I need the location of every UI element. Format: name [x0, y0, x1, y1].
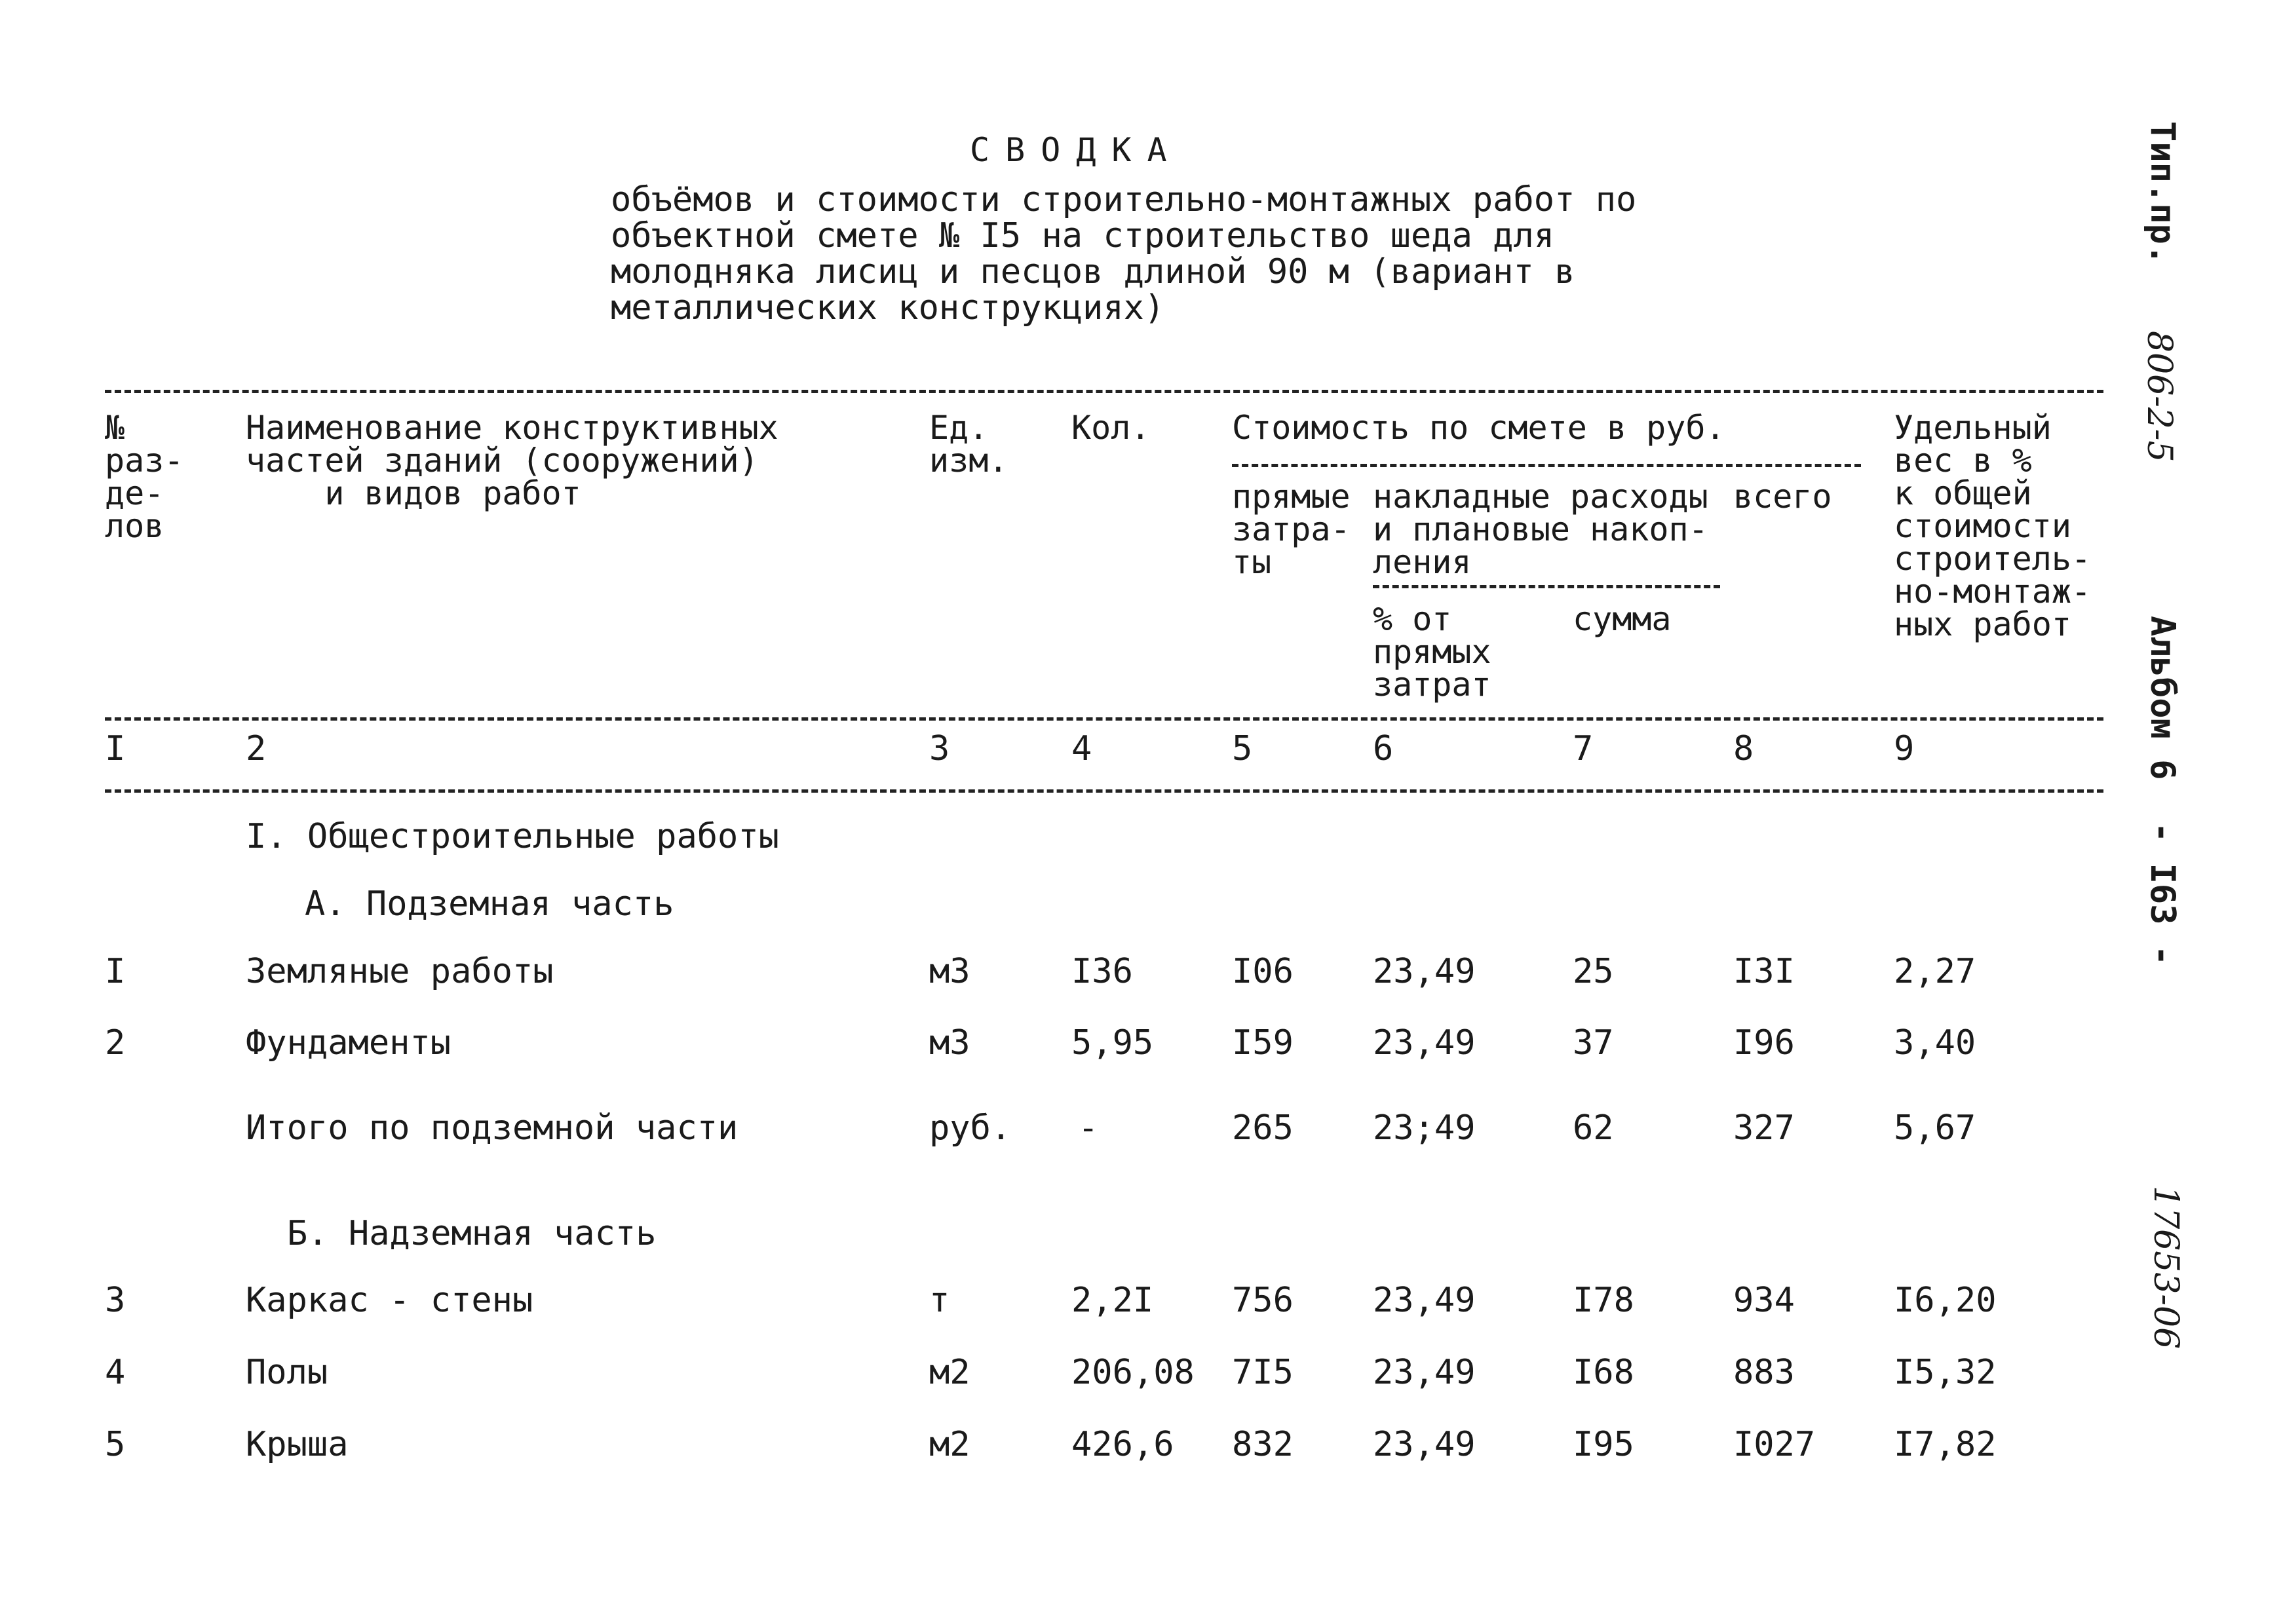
row-quantity: -: [1078, 1108, 1099, 1148]
margin-stamp-type: Тип.пр.: [2143, 121, 2182, 265]
header-section-number: № раз- де- лов: [105, 409, 184, 545]
document-title: СВОДКА: [970, 131, 1183, 169]
row-name: Итого по подземной части: [246, 1108, 739, 1148]
row-unit: м3: [929, 1023, 970, 1063]
row-total: 934: [1733, 1281, 1795, 1320]
row-unit: руб.: [929, 1108, 1012, 1148]
subtitle-line-4: металлических конструкциях): [611, 288, 1165, 328]
header-sum: сумма: [1573, 600, 1672, 638]
header-quantity: Кол.: [1071, 409, 1151, 447]
row-overhead-percent: 23,49: [1373, 1281, 1476, 1320]
row-quantity: 5,95: [1071, 1023, 1154, 1063]
row-unit: т: [929, 1281, 950, 1320]
row-number: 3: [105, 1281, 126, 1320]
row-share: 5,67: [1894, 1108, 1976, 1148]
row-quantity: I36: [1071, 952, 1133, 991]
row-share: I6,20: [1894, 1281, 1997, 1320]
header-overhead-group: накладные расходы и плановые накоп- ления: [1373, 478, 1708, 581]
row-overhead-sum: 37: [1573, 1023, 1614, 1063]
row-share: 2,27: [1894, 952, 1976, 991]
row-direct-costs: 756: [1232, 1281, 1294, 1320]
subsection-underground: А. Подземная часть: [305, 884, 674, 924]
row-number: 4: [105, 1353, 126, 1392]
row-direct-costs: I59: [1232, 1023, 1294, 1063]
column-number: 9: [1894, 729, 1915, 768]
row-overhead-percent: 23,49: [1373, 1425, 1476, 1464]
row-overhead-percent: 23,49: [1373, 1353, 1476, 1392]
column-number: 5: [1232, 729, 1253, 768]
row-overhead-sum: I78: [1573, 1281, 1634, 1320]
row-direct-costs: 832: [1232, 1425, 1294, 1464]
row-share: I7,82: [1894, 1425, 1997, 1464]
row-overhead-sum: 62: [1573, 1108, 1614, 1148]
row-total: 883: [1733, 1353, 1795, 1392]
row-quantity: 426,6: [1071, 1425, 1174, 1464]
margin-handwritten-number: 17653-06: [2146, 1186, 2185, 1350]
header-percent-of-direct: % от прямых затрат: [1373, 600, 1491, 704]
row-direct-costs: 265: [1232, 1108, 1294, 1148]
subtitle-line-1: объёмов и стоимости строительно-монтажных работ по: [611, 180, 1637, 219]
row-total: I96: [1733, 1023, 1795, 1063]
column-number: 2: [246, 729, 267, 768]
row-unit: м3: [929, 952, 970, 991]
row-quantity: 2,2I: [1071, 1281, 1154, 1320]
subtitle-line-3: молодняка лисиц и песцов длиной 90 м (вариант в: [611, 252, 1575, 292]
column-number: 8: [1733, 729, 1754, 768]
row-name: Полы: [246, 1353, 328, 1392]
row-total: 327: [1733, 1108, 1795, 1148]
subsection-aboveground: Б. Надземная часть: [287, 1214, 657, 1253]
section-title: I. Общестроительные работы: [246, 817, 779, 856]
row-share: I5,32: [1894, 1353, 1997, 1392]
row-quantity: 206,08: [1071, 1353, 1195, 1392]
header-name: Наименование конструктивных частей зданий (сооружений) и видов работ: [246, 409, 778, 512]
header-bottom-rule: [105, 717, 2103, 721]
margin-album: Альбом 6: [2143, 616, 2182, 780]
header-direct-costs: прямые затра- ты: [1232, 478, 1351, 581]
row-overhead-sum: 25: [1573, 952, 1614, 991]
row-name: Каркас - стены: [246, 1281, 533, 1320]
column-number: I: [105, 729, 126, 768]
header-top-rule: [105, 390, 2103, 393]
row-number: 2: [105, 1023, 126, 1063]
numbers-bottom-rule: [105, 789, 2103, 793]
row-name: Фундаменты: [246, 1023, 451, 1063]
header-unit: Ед. изм.: [929, 409, 1008, 480]
cost-group-rule: [1232, 464, 1861, 467]
column-number: 3: [929, 729, 950, 768]
row-direct-costs: I06: [1232, 952, 1294, 991]
column-number: 4: [1071, 729, 1092, 768]
row-number: 5: [105, 1425, 126, 1464]
row-overhead-sum: I68: [1573, 1353, 1634, 1392]
row-overhead-percent: 23,49: [1373, 952, 1476, 991]
column-number: 7: [1573, 729, 1594, 768]
row-name: Земляные работы: [246, 952, 554, 991]
header-total: всего: [1733, 478, 1832, 516]
overhead-group-rule: [1373, 585, 1720, 588]
row-number: I: [105, 952, 126, 991]
margin-page-number: - I63 -: [2143, 822, 2182, 966]
row-total: I027: [1733, 1425, 1816, 1464]
margin-project-code: 806-2-5: [2139, 331, 2179, 463]
row-overhead-percent: 23,49: [1373, 1023, 1476, 1063]
row-total: I3I: [1733, 952, 1795, 991]
header-cost-group: Стоимость по смете в руб.: [1232, 409, 1725, 447]
row-share: 3,40: [1894, 1023, 1976, 1063]
column-number: 6: [1373, 729, 1394, 768]
row-unit: м2: [929, 1353, 970, 1392]
row-overhead-percent: 23;49: [1373, 1108, 1476, 1148]
row-overhead-sum: I95: [1573, 1425, 1634, 1464]
row-name: Крыша: [246, 1425, 349, 1464]
row-direct-costs: 7I5: [1232, 1353, 1294, 1392]
subtitle-line-2: объектной смете № I5 на строительство шеда для: [611, 216, 1555, 255]
row-unit: м2: [929, 1425, 970, 1464]
header-share: Удельный вес в % к общей стоимости строитель- но-монтаж- ных работ: [1894, 409, 2092, 643]
